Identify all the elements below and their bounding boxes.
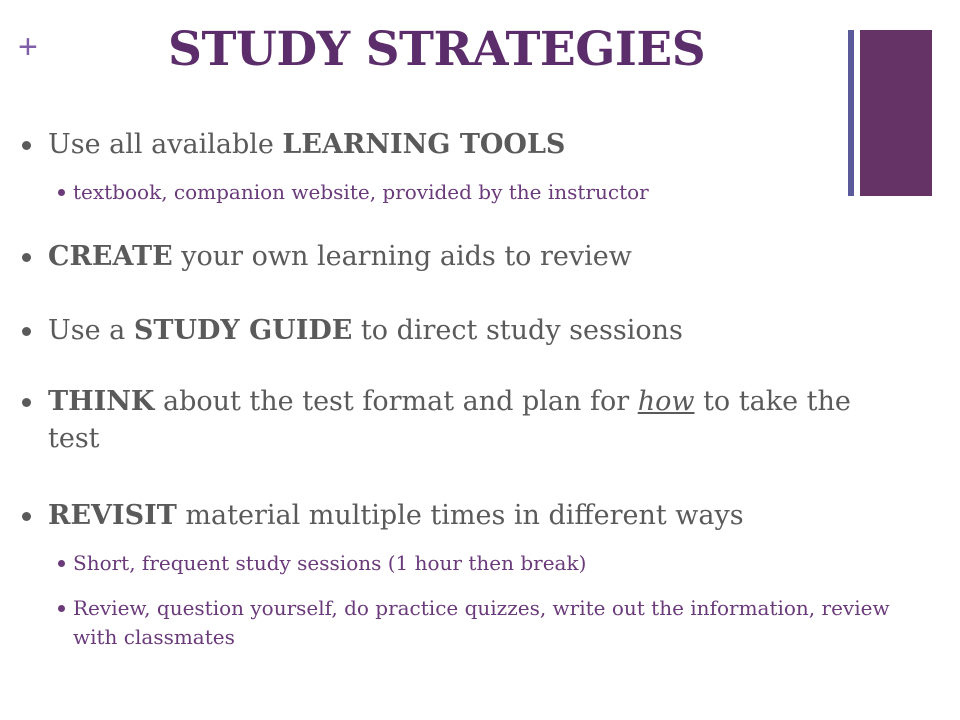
bullet-text: to take the test	[48, 386, 851, 454]
bullet-emphasis: LEARNING TOOLS	[282, 129, 566, 160]
sub-bullet-text: Review, question yourself, do practice quizzes, write out the information, review with classmates	[73, 596, 890, 649]
sub-bullet-tools-list	[58, 178, 918, 207]
bullet-text: Use all available	[48, 129, 283, 160]
bullet-dot	[22, 327, 31, 336]
bullet-learning-tools	[22, 126, 902, 163]
sub-bullet-text: textbook, companion website, provided by the instructor	[73, 180, 649, 204]
accent-bar-thin	[848, 30, 854, 196]
bullet-emphasis: REVISIT	[48, 500, 177, 531]
bullet-text: to direct study sessions	[352, 315, 683, 346]
slide-title: STUDY STRATEGIES	[168, 22, 706, 77]
sub-bullet-dot	[58, 560, 65, 567]
bullet-text: Use a	[48, 315, 134, 346]
bullet-dot	[22, 398, 31, 407]
sub-bullet-dot	[58, 189, 65, 196]
bullet-dot	[22, 512, 31, 521]
bullet-text: your own learning aids to review	[172, 241, 632, 272]
bullet-dot	[22, 253, 31, 262]
sub-bullet-text: Short, frequent study sessions (1 hour then break)	[73, 551, 587, 575]
bullet-create	[22, 238, 902, 275]
plus-icon: +	[18, 28, 38, 66]
bullet-emphasis: CREATE	[48, 241, 173, 272]
sub-bullet-dot	[58, 605, 65, 612]
bullet-emphasis: THINK	[48, 386, 155, 417]
bullet-revisit	[22, 497, 902, 534]
sub-bullet-short-sessions	[58, 549, 918, 578]
bullet-emphasis: STUDY GUIDE	[133, 315, 353, 346]
bullet-text: material multiple times in different ways	[176, 500, 744, 531]
accent-bar-thick	[860, 30, 932, 196]
bullet-think	[22, 383, 902, 457]
bullet-text: about the test format and plan for	[154, 386, 638, 417]
bullet-study-guide	[22, 312, 902, 349]
bullet-dot	[22, 141, 31, 150]
sub-bullet-review-methods	[58, 594, 918, 652]
bullet-underlined-word: how	[637, 386, 695, 417]
